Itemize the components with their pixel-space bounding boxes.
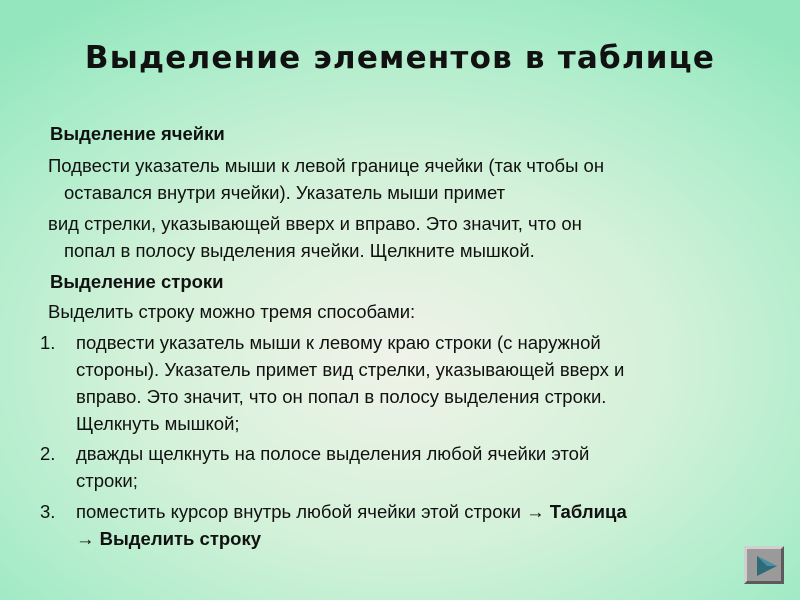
cell-paragraph-1: Подвести указатель мыши к левой границе ячейки (так чтобы он оставался внутри ячейки). Указатель мыши примет xyxy=(48,155,605,203)
cell-paragraph-2: вид стрелки, указывающей вверх и вправо. Это значит, что он попал в полосу выделения ячейки. Щелкните мышкой. xyxy=(48,213,582,261)
list-number: 1. xyxy=(40,332,56,353)
menu-path-table: Таблица xyxy=(549,501,627,522)
row-intro: Выделить строку можно тремя способами: xyxy=(48,301,416,322)
list-text: дважды щелкнуть на полосе выделения любой ячейки этой строки; xyxy=(76,443,590,491)
cell-heading: Выделение ячейки xyxy=(50,123,225,144)
list-text xyxy=(76,498,758,552)
list-text: подвести указатель мыши к левому краю строки (с наружной стороны). Указатель примет вид стрелки, указывающей вверх и вправо. Это значит, что он попал в полосу выделения строки. Щелкнуть мышкой; xyxy=(76,332,625,434)
slide-title: Выделение элементов в таблице xyxy=(84,40,716,76)
menu-path-select-row: Выделить строку xyxy=(99,528,262,549)
next-slide-button[interactable] xyxy=(744,546,784,584)
play-triangle-icon xyxy=(753,554,779,578)
menu-path-arrow: → xyxy=(76,528,100,549)
list-text-plain: поместить курсор внутрь любой ячейки этой строки → xyxy=(76,501,550,522)
row-heading: Выделение строки xyxy=(50,271,224,292)
list-number: 3. xyxy=(40,501,56,522)
list-number: 2. xyxy=(40,443,56,464)
